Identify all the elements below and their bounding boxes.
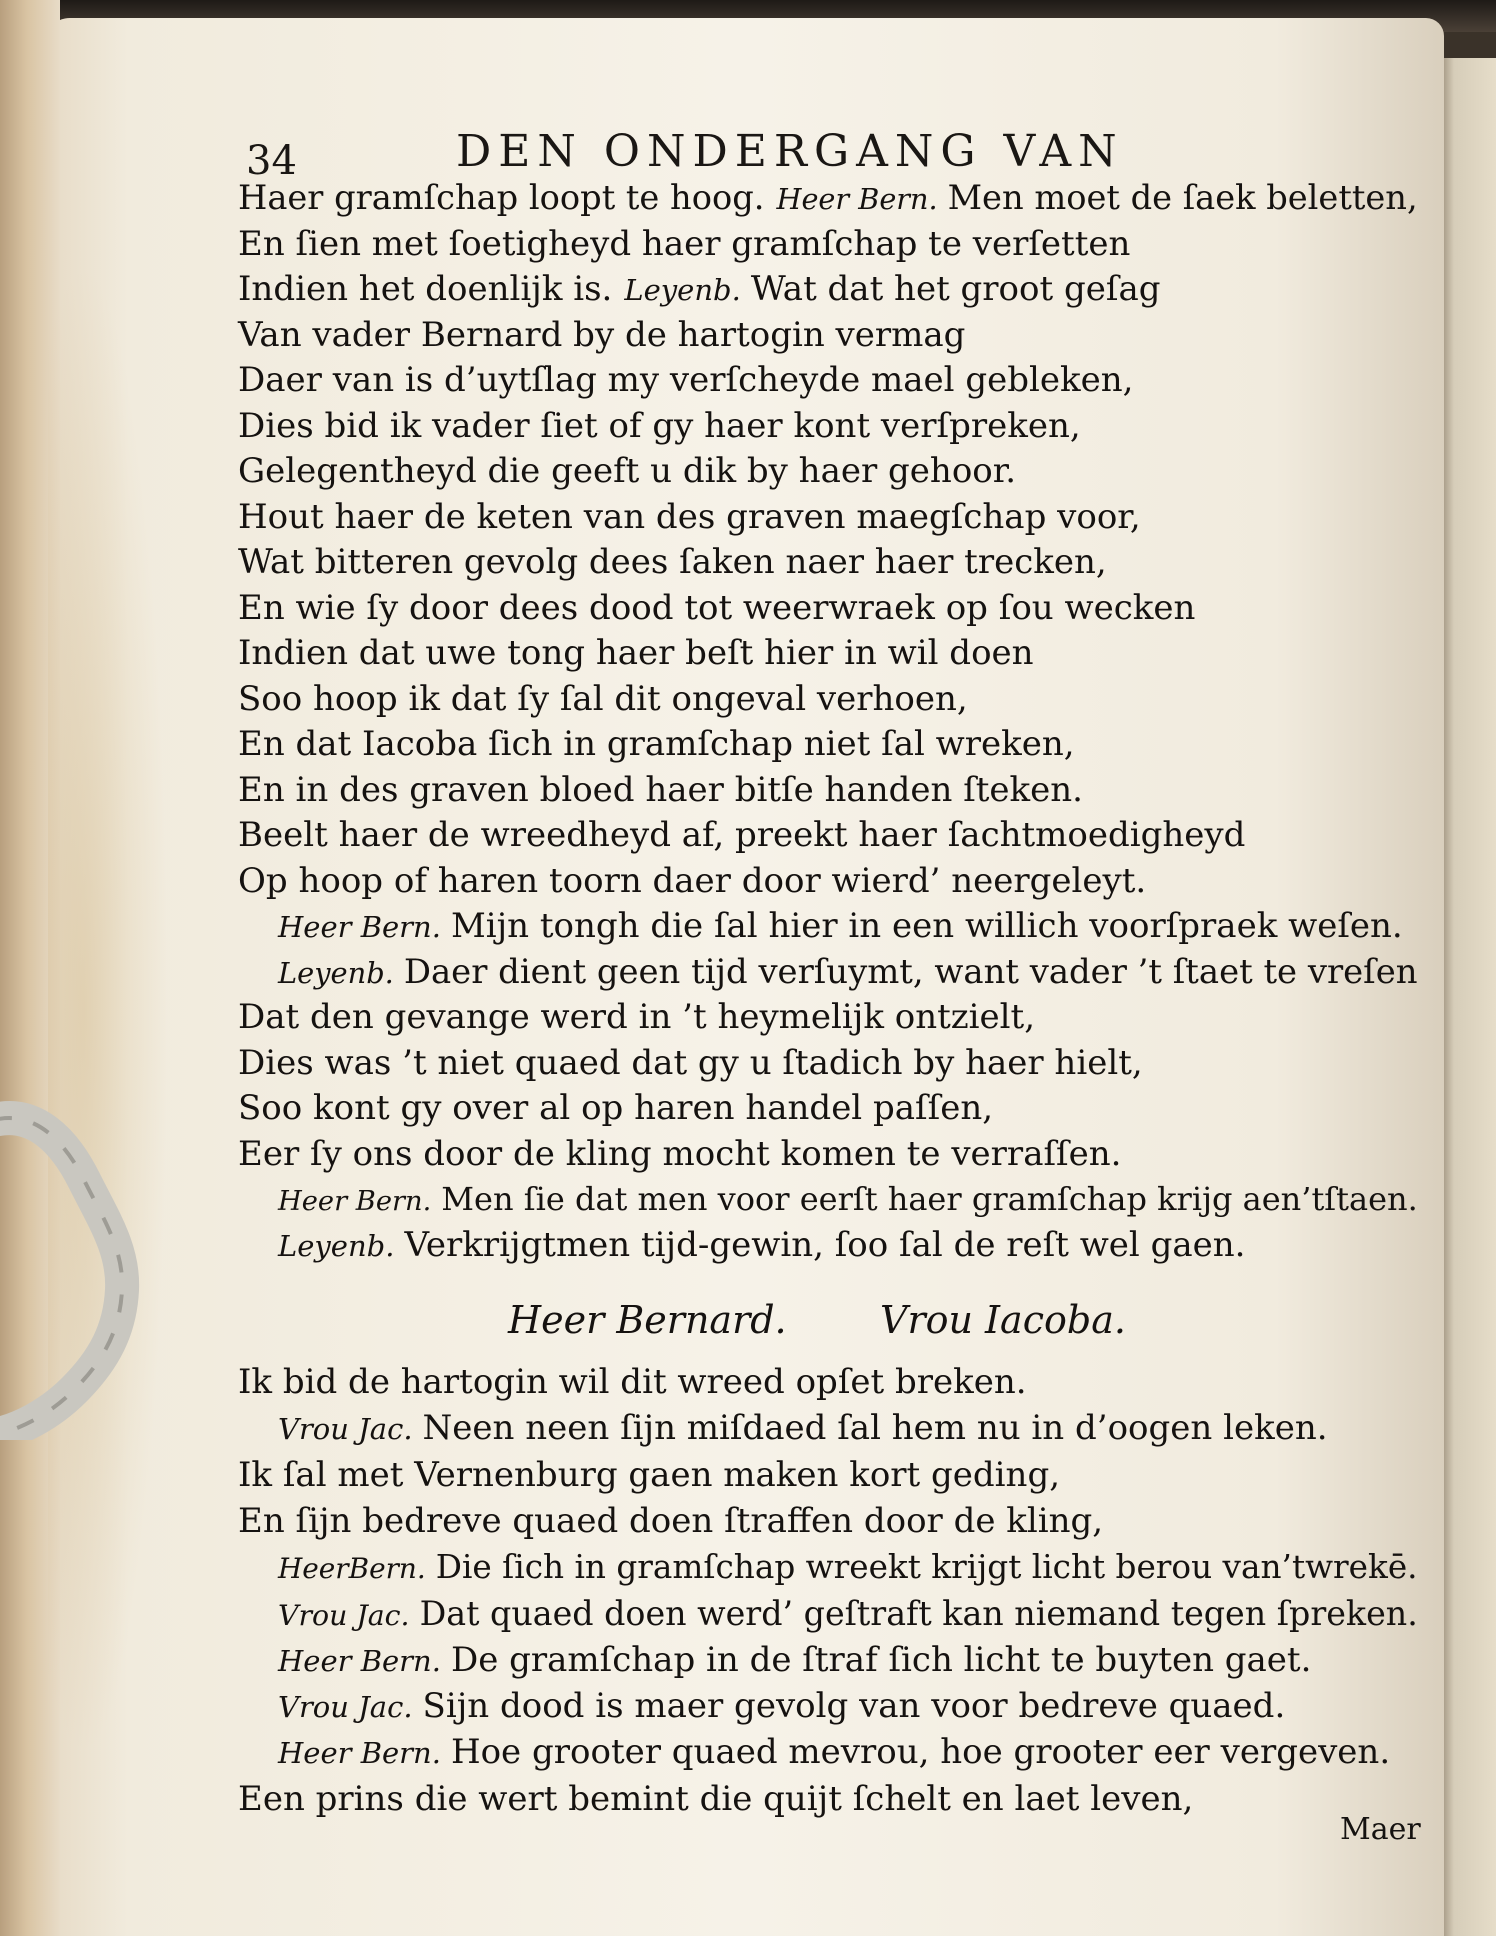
line-text: Hoe grooter quaed mevrou, hoe grooter eer vergeven. — [450, 1732, 1391, 1773]
verse-line — [278, 1594, 1418, 1636]
line-text: En ſien met ſoetigheyd haer gramſchap te verſetten — [238, 223, 1131, 264]
line-text: Men moet de ſaek beletten, — [947, 178, 1418, 217]
speaker-label: Vrou Jac. — [278, 1412, 413, 1447]
line-text: En dat Iacoba ſich in gramſchap niet ſal wreken, — [238, 724, 1075, 764]
line-text: Op hoop of haren toorn daer door wierd’ neergeleyt. — [238, 860, 1147, 901]
line-text: Beelt haer de wreedheyd af, preekt haer ſachtmoedigheyd — [238, 815, 1246, 855]
line-text: Wat dat het groot geſag — [750, 269, 1161, 309]
verse-line — [238, 1088, 993, 1128]
verse-line — [238, 1134, 1121, 1174]
line-text: Van vader Bernard by de hartogin vermag — [238, 314, 966, 355]
line-text: Eer ſy ons door de kling mocht komen te verraſſen. — [238, 1133, 1122, 1174]
line-text: De gramſchap in de ſtraf ſich licht te buyten gaet. — [450, 1639, 1312, 1680]
verse-line — [278, 1640, 1311, 1681]
verse-line — [238, 815, 1245, 855]
speaker-label: Heer Bern. — [278, 910, 441, 944]
verse-line — [238, 861, 1146, 901]
line-text: Sijn dood is maer gevolg van voor bedreve quaed. — [422, 1686, 1286, 1727]
speaker-label: Vrou Jac. — [278, 1598, 410, 1632]
verse-line — [238, 406, 1081, 446]
line-text: En ſijn bedreve quaed doen ſtraffen door de kling, — [238, 1500, 1104, 1541]
line-text: Een prins die wert bemint die quijt ſchelt en laet leven, — [238, 1778, 1194, 1819]
verse-line — [238, 542, 1107, 582]
line-text: Indien dat uwe tong haer beſt hier in wil doen — [238, 633, 1034, 673]
verse-line — [238, 1501, 1103, 1541]
verse-line — [278, 1732, 1390, 1773]
verse-line — [238, 633, 1034, 673]
verse-line — [238, 1043, 1143, 1083]
verse-line — [238, 1455, 1060, 1495]
speaker-label: Heer Bern. — [278, 1186, 432, 1217]
line-text: Men ſie dat men voor eerſt haer gramſchap krijg aen’tſtaen. — [441, 1180, 1418, 1218]
verse-line — [238, 588, 1195, 628]
line-text: Hout haer de keten van des graven maegſchap voor, — [238, 496, 1141, 537]
line-text: Verkrijgtmen tijd-gewin, ſoo ſal de reſt wel gaen. — [404, 1224, 1246, 1265]
verse-line — [278, 1179, 1418, 1222]
page-number: 34 — [246, 138, 297, 184]
verse-line — [238, 724, 1075, 764]
verse-line — [238, 224, 1130, 264]
speaker-label: Leyenb. — [624, 273, 741, 307]
verse-line — [238, 451, 1016, 491]
line-text: Indien het doenlijk is. — [238, 269, 613, 309]
verse-line — [238, 497, 1141, 537]
scene-speaker-right: Vrou Iacoba. — [880, 1298, 1126, 1342]
line-text: Soo hoop ik dat ſy ſal dit ongeval verhoen, — [238, 678, 968, 719]
line-text: Soo kont gy over al op haren handel paſſen, — [238, 1088, 994, 1128]
line-text: Wat bitteren gevolg dees ſaken naer haer trecken, — [238, 542, 1107, 582]
running-title: DEN ONDERGANG VAN — [456, 126, 1124, 177]
verse-line — [238, 1362, 1027, 1402]
verse-line — [238, 315, 965, 355]
verse-line — [238, 178, 1418, 219]
verse-line — [278, 1225, 1245, 1266]
verse-line — [278, 1547, 1418, 1589]
verse-line — [238, 1779, 1193, 1819]
line-text: Die ſich in gramſchap wreekt krijgt licht berou van’twrekē. — [435, 1548, 1418, 1587]
line-text: Ik bid de hartogin wil dit wreed opſet breken. — [238, 1362, 1027, 1402]
line-text: En wie ſy door dees dood tot weerwraek op ſou wecken — [238, 587, 1196, 628]
paper-stain — [48, 260, 168, 1760]
verse-line — [238, 360, 1133, 400]
speaker-label: Leyenb. — [278, 955, 394, 990]
verse-line — [278, 1686, 1285, 1727]
scene-speaker-left: Heer Bernard. — [508, 1298, 787, 1342]
verse-line — [238, 997, 1035, 1037]
line-text: Dat den gevange werd in ’t heymelijk ontzielt, — [238, 997, 1036, 1037]
line-text: Gelegentheyd die geeft u dik by haer gehoor. — [238, 451, 1017, 491]
speaker-label: HeerBern. — [278, 1552, 426, 1586]
speaker-label: Vrou Jac. — [278, 1690, 413, 1725]
verse-line — [238, 269, 1160, 310]
verse-line — [278, 1408, 1328, 1449]
facing-page-edge — [1436, 58, 1496, 1936]
speaker-label: Heer Bern. — [278, 1643, 441, 1678]
line-text: Dies was ’t niet quaed dat gy u ſtadich by haer hielt, — [238, 1042, 1143, 1083]
speaker-label: Heer Bern. — [776, 182, 938, 216]
speaker-label: Leyenb. — [278, 1228, 395, 1263]
verse-line — [278, 952, 1418, 993]
verse-line — [278, 906, 1403, 947]
bookmark-ribbon — [0, 1100, 144, 1440]
line-text: Neen neen ſijn miſdaed ſal hem nu in d’oogen leken. — [422, 1408, 1328, 1449]
line-text: Mijn tongh die ſal hier in een willich voorſpraek weſen. — [450, 906, 1403, 946]
line-text: Daer van is d’uytſlag my verſcheyde mael gebleken, — [238, 360, 1134, 400]
catchword: Maer — [1340, 1812, 1421, 1847]
speaker-label: Heer Bern. — [278, 1736, 441, 1771]
verse-line — [238, 770, 1083, 810]
verse-line — [238, 679, 968, 719]
line-text: Daer dient geen tijd verſuymt, want vader ’t ſtaet te vreſen — [403, 951, 1418, 991]
line-text: Dies bid ik vader ſiet of gy haer kont verſpreken, — [238, 405, 1081, 446]
line-text: En in des graven bloed haer bitſe handen ſteken. — [238, 769, 1083, 810]
line-text: Haer gramſchap loopt te hoog. — [238, 178, 765, 217]
line-text: Ik ſal met Vernenburg gaen maken kort geding, — [238, 1454, 1061, 1495]
line-text: Dat quaed doen werd’ geſtraft kan niemand tegen ſpreken. — [419, 1593, 1418, 1633]
